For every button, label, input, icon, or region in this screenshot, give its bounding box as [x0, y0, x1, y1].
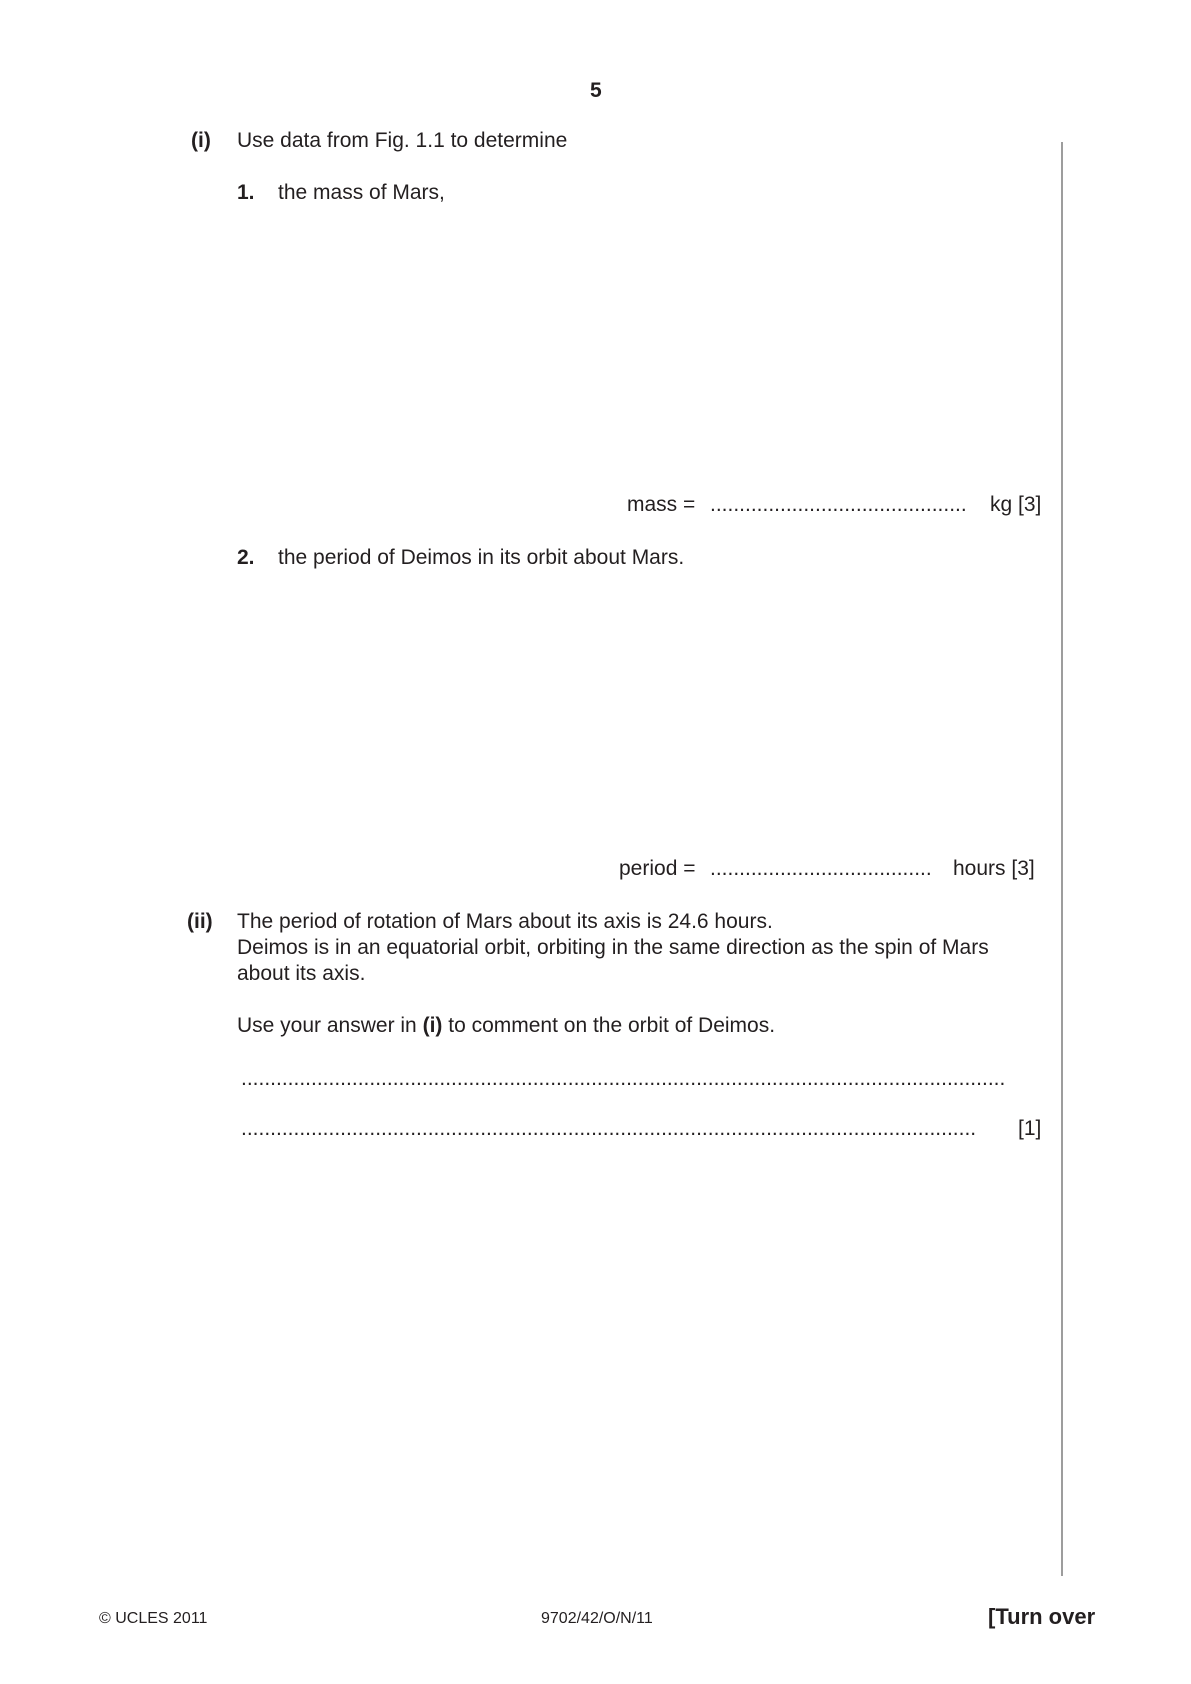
footer-paper-code: 9702/42/O/N/11: [541, 1610, 653, 1627]
part-ii-instruction: [237, 1015, 775, 1036]
period-answer-line[interactable]: ......................................: [710, 858, 932, 879]
mass-answer-line[interactable]: ............................................: [710, 494, 967, 515]
part-ii-line-2: Deimos is in an equatorial orbit, orbiting in the same direction as the spin of Mars: [237, 936, 989, 959]
instruction-bold: (i): [422, 1014, 443, 1037]
part-i-label: (i): [191, 129, 211, 152]
instruction-pre: Use your answer in: [237, 1014, 423, 1037]
footer-turn-over: [Turn over: [988, 1604, 1096, 1629]
margin-line: [1061, 142, 1063, 1576]
item-2-text: the period of Deimos in its orbit about Mars.: [278, 546, 685, 569]
comment-marks: [1]: [1018, 1117, 1042, 1140]
part-ii-line-3: about its axis.: [237, 962, 366, 985]
page-number: 5: [590, 79, 602, 102]
item-1-text: the mass of Mars,: [278, 181, 445, 204]
period-unit-marks: hours [3]: [953, 857, 1035, 880]
comment-answer-line-2[interactable]: ..............................................................................................................................: [241, 1118, 977, 1139]
item-1-number: 1.: [237, 181, 255, 204]
mass-answer-label: mass =: [627, 493, 696, 516]
comment-answer-line-1[interactable]: ...................................................................................................................................: [241, 1068, 1006, 1089]
period-answer-label: period =: [619, 857, 696, 880]
mass-unit-marks: kg [3]: [990, 493, 1042, 516]
part-ii-label: (ii): [187, 910, 213, 933]
instruction-post: to comment on the orbit of Deimos.: [442, 1014, 776, 1037]
footer-copyright: © UCLES 2011: [99, 1610, 208, 1627]
part-ii-line-1: The period of rotation of Mars about its axis is 24.6 hours.: [237, 910, 773, 933]
item-2-number: 2.: [237, 546, 255, 569]
part-i-intro: Use data from Fig. 1.1 to determine: [237, 129, 568, 152]
